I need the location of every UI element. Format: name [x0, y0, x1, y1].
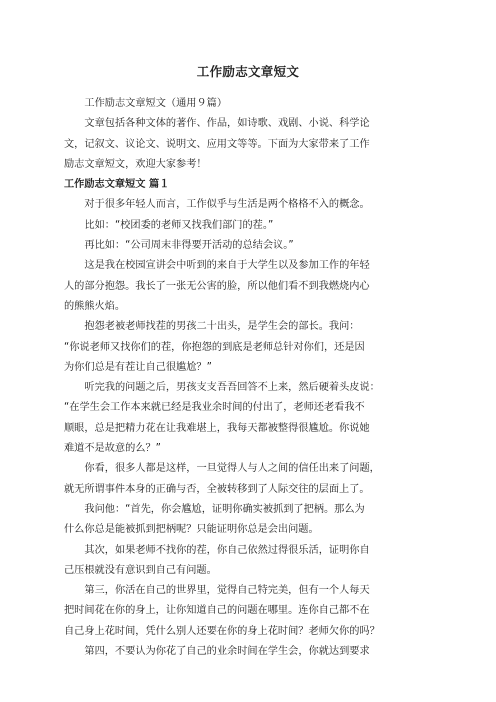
intro-line: 励志文章短文，欢迎大家参考！	[64, 158, 207, 170]
article-line: 的熊熊火焰。	[64, 300, 126, 312]
article-line: 听完我的问题之后，男孩支支吾吾回答不上来，然后硬着头皮说：	[84, 382, 380, 394]
intro-line: 文章包括各种文体的著作、作品，如诗歌、戏剧、小说、科学论	[84, 118, 370, 130]
article-line: 把时间花在你的身上，让你知道自己的问题在哪里。连你自己都不在	[64, 605, 370, 617]
article-line: 再比如：“公司周末非得要开活动的总结会议。”	[84, 240, 294, 252]
document-title: 工作励志文章短文	[196, 64, 300, 79]
article-line: 对于很多年轻人而言，工作似乎与生活是两个格格不入的概念。	[84, 199, 370, 211]
article-line: “在学生会工作本来就已经是我业余时间的付出了，老师还老看我不	[64, 402, 365, 414]
article-line: 这是我在校园宣讲会中听到的来自于大学生以及参加工作的年轻	[84, 260, 370, 272]
document-body	[64, 94, 434, 662]
article-line: 第四，不要认为你花了自己的业余时间在学生会，你就达到要求	[84, 646, 370, 658]
article-line: 其次，如果老师不找你的茬，你自己依然过得很乐活，证明你自	[84, 544, 370, 556]
article-line: 己压根就没有意识到自己有问题。	[64, 564, 217, 576]
article-line: “你说老师又找你们的茬，你抱怨的到底是老师总针对你们，还是因	[64, 341, 365, 353]
intro-block	[64, 94, 434, 175]
article-line: 人的部分抱怨。我长了一张无公害的脸，所以他们看不到我燃烧内心	[64, 280, 370, 292]
article-line: 抱怨老被老师找茬的男孩二十出头，是学生会的部长。我问：	[84, 321, 360, 333]
article-line: 什么你总是能被抓到把柄呢？只能证明你总是会出问题。	[64, 524, 319, 536]
article-line: 你看，很多人都是这样，一旦觉得人与人之间的信任出来了问题，	[84, 463, 380, 475]
article-line: 为你们总是有茬让自己很尴尬？”	[64, 361, 212, 373]
article-line: 就无所谓事件本身的正确与否，全被转移到了人际交往的层面上了。	[64, 483, 370, 495]
article-line: 自己身上花时间，凭什么别人还要在你的身上花时间？老师欠你的吗？	[64, 625, 380, 637]
article-line: 我问他：“首先，你会尴尬，证明你确实被抓到了把柄。那么为	[84, 503, 365, 515]
section-heading: 工作励志文章短文 篇１	[64, 179, 170, 191]
article-line: 顺眼，总是把精力花在让我难堪上，我每天都被整得很尴尬。你说她	[64, 422, 370, 434]
intro-line: 文，记叙文、议论文、说明文、应用文等等。下面为大家带来了工作	[64, 138, 370, 150]
intro-line: 工作励志文章短文（通用９篇）	[84, 98, 228, 109]
article-line: 难道不是故意的么？”	[64, 443, 161, 455]
article-text	[64, 195, 434, 662]
article-line: 比如：“校团委的老师又找我们部门的茬。”	[84, 219, 274, 231]
article-line: 第三，你活在自己的世界里，觉得自己特完美，但有一个人每天	[84, 585, 370, 597]
